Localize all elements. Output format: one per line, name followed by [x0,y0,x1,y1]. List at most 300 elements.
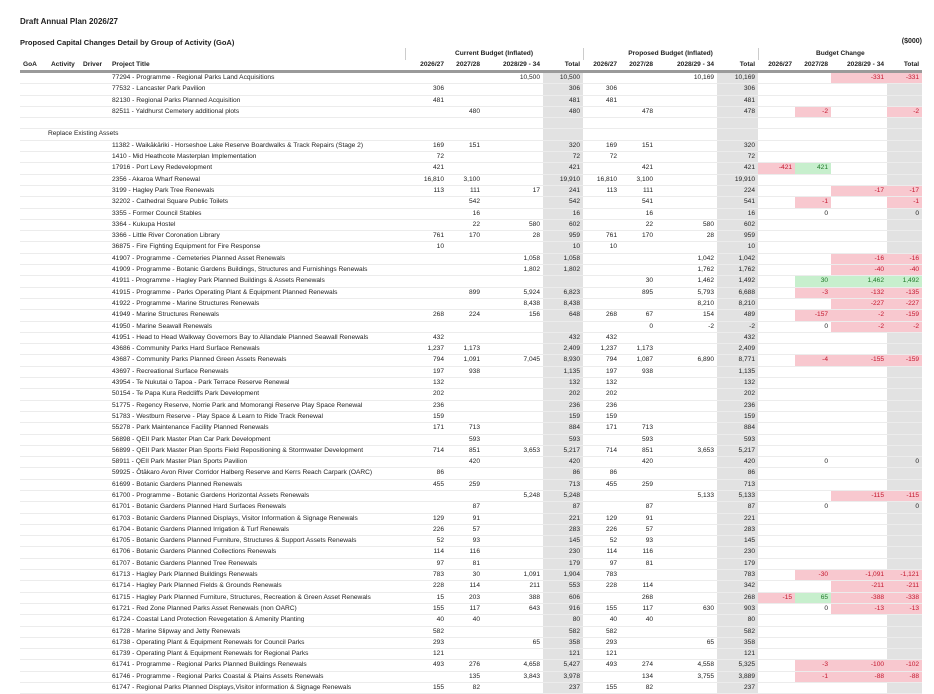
table-row [20,197,922,208]
empty-cell [48,219,80,230]
empty-cell [887,118,922,129]
proposed-2028-34-cell: 3,755 [656,671,717,682]
current-2026-27-cell [405,276,447,287]
column-header-change-total: Total [887,60,922,72]
current-2028-34-cell: 3,843 [483,671,543,682]
change-2028-34-cell [831,197,887,208]
change-2028-34-cell [831,95,887,106]
current-2028-34-cell [483,558,543,569]
empty-cell [80,637,109,648]
change-2027-28-cell: 65 [795,592,831,603]
project-title: 51783 - Westburn Reserve - Play Space & Learn to Ride Track Renewal [109,411,405,422]
empty-cell [48,298,80,309]
proposed-2027-28-cell [620,84,656,95]
change-2026-27-cell [758,547,795,558]
change-2028-34-cell [831,423,887,434]
proposed-total-cell: 481 [717,95,758,106]
empty-cell [543,118,583,129]
empty-cell [80,660,109,671]
change-2027-28-cell [795,468,831,479]
change-2027-28-cell: -2 [795,106,831,117]
current-2026-27-cell: 132 [405,378,447,389]
change-2028-34-cell [831,152,887,163]
proposed-2026-27-cell: 794 [583,355,620,366]
current-2027-28-cell: 170 [447,231,483,242]
current-2026-27-cell: 455 [405,479,447,490]
table-row [20,185,922,196]
empty-cell [48,411,80,422]
change-2027-28-cell: 0 [795,321,831,332]
change-2027-28-cell: -1 [795,197,831,208]
empty-cell [80,592,109,603]
current-total-cell: 80 [543,615,583,626]
empty-cell [20,434,48,445]
current-2027-28-cell: 1,091 [447,355,483,366]
proposed-2027-28-cell: 259 [620,479,656,490]
proposed-2028-34-cell [656,547,717,558]
current-2028-34-cell [483,163,543,174]
project-title: 2356 - Akaroa Wharf Renewal [109,174,405,185]
empty-cell [80,231,109,242]
change-2028-34-cell [831,163,887,174]
current-total-cell: 236 [543,400,583,411]
change-2026-27-cell [758,231,795,242]
current-2028-34-cell: 1,802 [483,265,543,276]
current-total-cell: 648 [543,310,583,321]
proposed-total-cell: 86 [717,468,758,479]
change-2027-28-cell: 30 [795,276,831,287]
empty-cell [48,637,80,648]
empty-cell [20,626,48,637]
change-2028-34-cell [831,84,887,95]
proposed-2028-34-cell: 1,462 [656,276,717,287]
change-2026-27-cell [758,298,795,309]
change-2028-34-cell [831,637,887,648]
empty-cell [20,72,48,84]
current-2026-27-cell: 114 [405,547,447,558]
project-title: 3364 - Kukupa Hostel [109,219,405,230]
project-title: 77294 - Programme - Regional Parks Land Acquisitions [109,72,405,84]
empty-cell [80,558,109,569]
proposed-2028-34-cell [656,84,717,95]
current-2026-27-cell: 432 [405,332,447,343]
proposed-2028-34-cell [656,457,717,468]
current-total-cell: 237 [543,683,583,694]
change-2027-28-cell [795,298,831,309]
empty-cell [80,490,109,501]
change-2028-34-cell [831,400,887,411]
empty-cell [48,683,80,694]
current-2028-34-cell [483,479,543,490]
column-header-activity: Activity [48,60,80,72]
empty-cell [80,626,109,637]
empty-cell [20,174,48,185]
proposed-2028-34-cell [656,208,717,219]
current-total-cell: 8,930 [543,355,583,366]
proposed-2028-34-cell [656,389,717,400]
table-row [20,536,922,547]
empty-cell [80,152,109,163]
proposed-2027-28-cell [620,490,656,501]
empty-cell [48,649,80,660]
empty-cell [20,344,48,355]
empty-cell [48,276,80,287]
proposed-2028-34-cell [656,626,717,637]
current-2027-28-cell: 16 [447,208,483,219]
current-2026-27-cell: 155 [405,683,447,694]
proposed-total-cell: 420 [717,457,758,468]
change-2028-34-cell [831,457,887,468]
change-2028-34-cell [831,378,887,389]
group-name: Replace Existing Assets [48,129,80,140]
proposed-2027-28-cell: 40 [620,615,656,626]
empty-cell [543,129,583,140]
empty-cell [48,140,80,151]
proposed-2027-28-cell [620,468,656,479]
empty-cell [48,265,80,276]
proposed-2027-28-cell: 57 [620,524,656,535]
table-row [20,95,922,106]
current-2026-27-cell [405,219,447,230]
current-total-cell: 1,058 [543,253,583,264]
proposed-2027-28-cell [620,332,656,343]
project-title: 61705 - Botanic Gardens Planned Furniture, Structures & Support Assets Renewals [109,536,405,547]
proposed-2027-28-cell: 1,087 [620,355,656,366]
current-total-cell: 959 [543,231,583,242]
table-row [20,152,922,163]
proposed-2027-28-cell: 22 [620,219,656,230]
proposed-2028-34-cell [656,592,717,603]
change-total-cell [887,366,922,377]
proposed-total-cell: 8,210 [717,298,758,309]
empty-cell [48,231,80,242]
proposed-2026-27-cell [583,287,620,298]
table-row [20,355,922,366]
empty-cell [20,411,48,422]
empty-cell [20,355,48,366]
empty-cell [20,603,48,614]
proposed-total-cell: 236 [717,400,758,411]
current-2026-27-cell: 493 [405,660,447,671]
current-total-cell: 358 [543,637,583,648]
change-2028-34-cell: -388 [831,592,887,603]
proposed-total-cell: 237 [717,683,758,694]
current-2027-28-cell [447,411,483,422]
change-2028-34-cell: -88 [831,671,887,682]
proposed-2027-28-cell: 116 [620,547,656,558]
proposed-total-cell: 1,762 [717,265,758,276]
project-title: 61728 - Marine Slipway and Jetty Renewals [109,626,405,637]
empty-cell [80,118,109,129]
proposed-2028-34-cell: 10,169 [656,72,717,84]
current-total-cell: 606 [543,592,583,603]
change-2027-28-cell: 0 [795,208,831,219]
proposed-2028-34-cell [656,513,717,524]
change-2026-27-cell [758,603,795,614]
proposed-2026-27-cell [583,276,620,287]
current-2027-28-cell [447,72,483,84]
proposed-2028-34-cell: -2 [656,321,717,332]
empty-cell [80,95,109,106]
current-2027-28-cell [447,378,483,389]
current-total-cell: 582 [543,626,583,637]
empty-cell [48,321,80,332]
proposed-2028-34-cell [656,524,717,535]
change-2026-27-cell [758,321,795,332]
column-header-change-2026-27: 2026/27 [758,60,795,72]
project-title: 32202 - Cathedral Square Public Toilets [109,197,405,208]
change-total-cell [887,434,922,445]
change-2027-28-cell [795,253,831,264]
proposed-2028-34-cell [656,411,717,422]
proposed-2026-27-cell [583,72,620,84]
empty-cell [20,253,48,264]
change-2027-28-cell [795,185,831,196]
project-title: 61724 - Coastal Land Protection Revegetation & Amenity Planting [109,615,405,626]
current-total-cell: 481 [543,95,583,106]
project-title: 56899 - QEII Park Master Plan Sports Field Repositioning & Stormwater Development [109,445,405,456]
empty-cell [656,129,717,140]
change-2028-34-cell [831,411,887,422]
current-2026-27-cell: 761 [405,231,447,242]
proposed-2027-28-cell: 30 [620,276,656,287]
current-2027-28-cell [447,389,483,400]
proposed-2027-28-cell [620,378,656,389]
change-2028-34-cell: -40 [831,265,887,276]
change-total-cell [887,468,922,479]
proposed-total-cell: 10,169 [717,72,758,84]
change-total-cell [887,95,922,106]
proposed-2028-34-cell: 5,793 [656,287,717,298]
project-title: 41909 - Programme - Botanic Gardens Buildings, Structures and Furnishings Renewals [109,265,405,276]
proposed-2028-34-cell [656,502,717,513]
change-total-cell: -88 [887,671,922,682]
spacer-row [20,118,922,129]
current-total-cell: 19,910 [543,174,583,185]
current-2027-28-cell: 114 [447,581,483,592]
empty-cell [80,502,109,513]
change-2028-34-cell: -16 [831,253,887,264]
table-row [20,287,922,298]
empty-cell [20,95,48,106]
current-total-cell: 480 [543,106,583,117]
change-2026-27-cell [758,411,795,422]
change-2026-27-cell [758,558,795,569]
change-2027-28-cell [795,547,831,558]
empty-cell [80,310,109,321]
table-row [20,683,922,694]
project-title: 43686 - Community Parks Hard Surface Renewals [109,344,405,355]
current-total-cell: 159 [543,411,583,422]
proposed-total-cell: 1,042 [717,253,758,264]
empty-cell [20,265,48,276]
empty-cell [48,524,80,535]
column-header-current-2027-28: 2027/28 [447,60,483,72]
current-2028-34-cell [483,276,543,287]
current-2027-28-cell: 1,173 [447,344,483,355]
empty-cell [80,298,109,309]
empty-cell [48,615,80,626]
project-title: 61721 - Red Zone Planned Parks Asset Renewals (non OARC) [109,603,405,614]
empty-cell [80,400,109,411]
proposed-2026-27-cell: 132 [583,378,620,389]
empty-cell [48,185,80,196]
empty-cell [80,649,109,660]
project-title: 41915 - Programme - Parks Operating Plant & Equipment Planned Renewals [109,287,405,298]
empty-cell [48,671,80,682]
proposed-2028-34-cell [656,615,717,626]
proposed-2027-28-cell [620,411,656,422]
change-total-cell: -159 [887,355,922,366]
current-2027-28-cell [447,276,483,287]
change-2026-27-cell [758,513,795,524]
current-total-cell: 121 [543,649,583,660]
proposed-2028-34-cell [656,185,717,196]
empty-cell [48,378,80,389]
empty-cell [80,140,109,151]
proposed-2027-28-cell [620,253,656,264]
empty-cell [48,581,80,592]
current-2026-27-cell: 228 [405,581,447,592]
project-title: 3199 - Hagley Park Tree Renewals [109,185,405,196]
change-2026-27-cell [758,434,795,445]
current-2027-28-cell: 259 [447,479,483,490]
current-2026-27-cell: 113 [405,185,447,196]
current-total-cell: 884 [543,423,583,434]
change-2026-27-cell [758,276,795,287]
proposed-2027-28-cell: 134 [620,671,656,682]
current-total-cell: 5,248 [543,490,583,501]
current-2027-28-cell: 151 [447,140,483,151]
empty-cell [48,457,80,468]
current-2026-27-cell [405,106,447,117]
current-total-cell: 87 [543,502,583,513]
change-2028-34-cell: -227 [831,298,887,309]
change-2027-28-cell [795,265,831,276]
current-2028-34-cell: 4,658 [483,660,543,671]
change-total-cell [887,558,922,569]
change-2028-34-cell [831,558,887,569]
proposed-2028-34-cell: 1,042 [656,253,717,264]
change-2028-34-cell [831,683,887,694]
proposed-total-cell: 159 [717,411,758,422]
project-title: 50154 - Te Papa Kura Redcliffs Park Development [109,389,405,400]
empty-cell [80,219,109,230]
project-title: 17916 - Port Levy Redevelopment [109,163,405,174]
current-total-cell: 2,409 [543,344,583,355]
table-row [20,603,922,614]
change-total-cell [887,231,922,242]
project-title: 61747 - Regional Parks Planned Displays,Visitor information & Signage Renewals [109,683,405,694]
project-title: 59925 - Ōtākaro Avon River Corridor Halberg Reserve and Kerrs Reach Carpark (OARC) [109,468,405,479]
project-title: 58911 - QEII Park Master Plan Sports Pavilion [109,457,405,468]
current-2028-34-cell: 156 [483,310,543,321]
change-2028-34-cell: -2 [831,321,887,332]
change-total-cell [887,615,922,626]
change-total-cell [887,174,922,185]
change-total-cell [887,84,922,95]
empty-cell [48,592,80,603]
empty-cell [48,152,80,163]
change-2026-27-cell [758,671,795,682]
change-2026-27-cell [758,479,795,490]
proposed-2026-27-cell: 432 [583,332,620,343]
proposed-2026-27-cell: 155 [583,603,620,614]
proposed-2027-28-cell [620,570,656,581]
proposed-2028-34-cell: 3,653 [656,445,717,456]
empty-cell [20,423,48,434]
empty-cell [80,581,109,592]
project-title: 41950 - Marine Seawall Renewals [109,321,405,332]
change-2026-27-cell [758,570,795,581]
proposed-2027-28-cell: 87 [620,502,656,513]
proposed-2027-28-cell [620,95,656,106]
current-2026-27-cell [405,287,447,298]
empty-cell [483,118,543,129]
table-row [20,378,922,389]
project-title: 61739 - Operating Plant & Equipment Renewals for Regional Parks [109,649,405,660]
empty-cell [405,118,447,129]
empty-cell [48,660,80,671]
change-2026-27-cell [758,615,795,626]
change-total-cell [887,536,922,547]
project-title: 1410 - Mid Heathcote Masterplan Implementation [109,152,405,163]
empty-cell [80,287,109,298]
proposed-2028-34-cell [656,468,717,479]
table-row [20,626,922,637]
proposed-2026-27-cell [583,490,620,501]
current-total-cell: 10,500 [543,72,583,84]
project-title: 51775 - Regency Reserve, Norrie Park and Momorangi Reserve Play Space Renewal [109,400,405,411]
change-2027-28-cell [795,637,831,648]
change-2027-28-cell [795,423,831,434]
change-2028-34-cell [831,626,887,637]
current-2027-28-cell: 81 [447,558,483,569]
empty-cell [48,513,80,524]
proposed-2028-34-cell [656,378,717,389]
proposed-2026-27-cell [583,265,620,276]
change-total-cell [887,400,922,411]
current-2027-28-cell: 420 [447,457,483,468]
empty-cell [20,592,48,603]
current-total-cell: 241 [543,185,583,196]
empty-cell [20,185,48,196]
current-2026-27-cell: 783 [405,570,447,581]
empty-cell [48,445,80,456]
change-2028-34-cell: -155 [831,355,887,366]
proposed-2027-28-cell: 478 [620,106,656,117]
current-2027-28-cell: 117 [447,603,483,614]
table-row [20,502,922,513]
project-title: 61703 - Botanic Gardens Planned Displays, Visitor Information & Signage Renewals [109,513,405,524]
proposed-total-cell: 541 [717,197,758,208]
proposed-2028-34-cell [656,163,717,174]
proposed-2026-27-cell: 86 [583,468,620,479]
empty-cell [80,479,109,490]
current-total-cell: 306 [543,84,583,95]
current-2027-28-cell: 276 [447,660,483,671]
empty-cell [80,671,109,682]
proposed-2028-34-cell [656,423,717,434]
current-2027-28-cell: 480 [447,106,483,117]
table-row [20,310,922,321]
current-2026-27-cell: 171 [405,423,447,434]
proposed-2027-28-cell: 93 [620,536,656,547]
project-title: 43697 - Recreational Surface Renewals [109,366,405,377]
current-2027-28-cell: 542 [447,197,483,208]
current-total-cell: 202 [543,389,583,400]
empty-cell [48,163,80,174]
